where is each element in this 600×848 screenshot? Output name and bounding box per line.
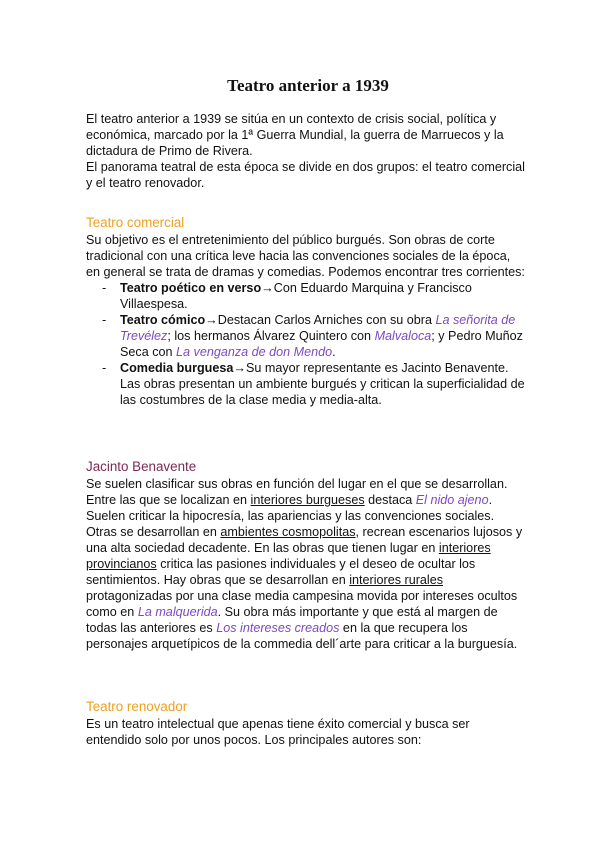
list-item-term: Teatro cómico [120, 313, 206, 327]
benavente-paragraph [86, 476, 526, 652]
work-title: La malquerida [137, 605, 218, 619]
list-item-text: Destacan Carlos Arniches con su obra [217, 313, 436, 327]
list-item [102, 280, 526, 312]
list-item [102, 312, 526, 360]
page-title: Teatro anterior a 1939 [227, 76, 389, 95]
section-heading-benavente: Jacinto Benavente [86, 459, 197, 474]
text-run: , recrean escenarios lujosos y una alta sociedad decadente. En las obras que tienen lugar en [86, 525, 523, 555]
list-item-text: Con Eduardo Marquina y Francisco Villaespesa. [120, 281, 472, 311]
work-title: Los intereses creados [216, 621, 340, 635]
list-dash: - [102, 361, 107, 375]
text-run: protagonizadas por una clase media campesina movida por intereses ocultos como en [86, 589, 518, 619]
list-dash: - [102, 313, 107, 327]
underlined-term: interiores provincianos [86, 541, 491, 571]
work-title: El nido ajeno [415, 493, 489, 507]
text-run: Se suelen clasificar sus obras en función del lugar en el que se desarrollan. Entre las que se localizan en [86, 477, 508, 507]
list-item-text: Su mayor representante es Jacinto Benavente. Las obras presentan un ambiente burgués y critican la superficialidad de las costumbres de la clase media y media-alta. [120, 361, 525, 407]
corrientes-list [86, 280, 526, 408]
comercial-paragraph: Su objetivo es el entretenimiento del público burgués. Son obras de corte tradicional con una crítica leve hacia las convenciones sociales de la época, en general se trata de dramas y comedias. Podemos encontrar tres corrientes: [86, 233, 525, 279]
list-item-term: Teatro poético en verso [120, 281, 262, 295]
arrow-glyph: → [233, 361, 246, 375]
text-run: . Su obra más importante y que está al margen de todas las anteriores es [86, 605, 498, 635]
list-item [102, 360, 526, 408]
work-title: La señorita de Trevélez [120, 313, 516, 343]
list-dash: - [102, 281, 107, 295]
list-item-term: Comedia burguesa [120, 361, 234, 375]
underlined-term: ambientes cosmopolitas [220, 525, 356, 539]
text-run: critica las pasiones individuales y el deseo de ocultar los sentimientos. Hay obras que se desarrollan en [86, 557, 476, 587]
list-item-text: ; y Pedro Muñoz Seca con [120, 329, 523, 359]
text-run: en la que recupera los personajes arquetípicos de la commedia dell´arte para criticar a la burguesía. [86, 621, 518, 651]
arrow-glyph: → [205, 313, 218, 327]
work-title: La venganza de don Mendo [176, 345, 333, 359]
underlined-term: interiores burgueses [250, 493, 365, 507]
text-run: destaca [364, 493, 416, 507]
intro-paragraph-2: El panorama teatral de esta época se divide en dos grupos: el teatro comercial y el teatro renovador. [86, 160, 525, 190]
section-teatro-renovador [86, 698, 526, 748]
intro-paragraph-1: El teatro anterior a 1939 se sitúa en un contexto de crisis social, política y económica, marcado por la 1ª Guerra Mundial, la guerra de Marruecos y la dictadura de Primo de Rivera. [86, 112, 504, 158]
section-jacinto-benavente [86, 458, 526, 652]
list-item-text: ; los hermanos Álvarez Quintero con [167, 329, 375, 343]
arrow-glyph: → [261, 281, 274, 295]
text-run: . Suelen criticar la hipocresía, las apariencias y las convenciones sociales. Otras se desarrollan en [86, 493, 495, 539]
work-title: Malvaloca [374, 329, 432, 343]
renovador-paragraph: Es un teatro intelectual que apenas tiene éxito comercial y busca ser entendido solo por unos pocos. Los principales autores son: [86, 717, 470, 747]
underlined-term: interiores rurales [349, 573, 444, 587]
list-item-text: . [332, 345, 336, 359]
section-teatro-comercial [86, 214, 526, 408]
section-heading-comercial: Teatro comercial [86, 215, 185, 230]
section-heading-renovador: Teatro renovador [86, 699, 188, 714]
intro-section [86, 111, 526, 191]
